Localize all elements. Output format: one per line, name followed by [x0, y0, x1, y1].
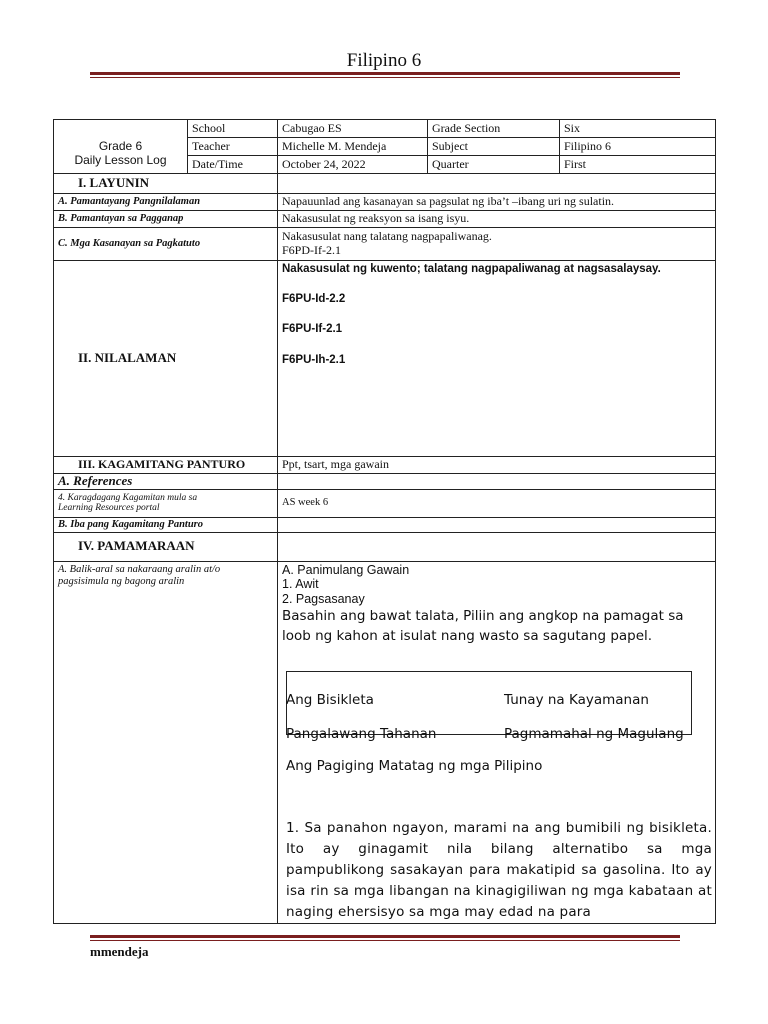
pamamaraan-heading: IV. PAMAMARAAN — [54, 532, 278, 561]
grade-section-value: Six — [560, 120, 716, 138]
pamamaraan-row — [54, 532, 716, 561]
school-value: Cabugao ES — [278, 120, 428, 138]
instruction-text: Basahin ang bawat talata, Piliin ang angkop na pamagat sa loob ng kahon at isulat nang wasto sa sagutang papel. — [282, 608, 684, 645]
footer-rule-thick — [90, 935, 680, 938]
layunin-b-row — [54, 211, 716, 228]
iba-row — [54, 517, 716, 532]
grade-cell — [54, 120, 188, 174]
additional-materials-row — [54, 489, 716, 517]
layunin-row — [54, 174, 716, 194]
layunin-b-label: B. Pamantayan sa Pagganap — [54, 211, 278, 228]
kagamitan-row — [54, 457, 716, 474]
kagamitan-heading: III. KAGAMITANG PANTURO — [54, 457, 278, 474]
date-label: Date/Time — [188, 156, 278, 174]
page-title: Filipino 6 — [346, 50, 422, 71]
kagamitan-value: Ppt, tsart, mga gawain — [278, 457, 716, 474]
teacher-label: Teacher — [188, 138, 278, 156]
nilalaman-line: Nakasusulat ng kuwento; talatang nagpapaliwanag at nagsasalaysay. — [282, 263, 661, 275]
choice-3: Pangalawang Tahanan — [286, 725, 437, 742]
subject-label: Subject — [428, 138, 560, 156]
date-value: October 24, 2022 — [278, 156, 428, 174]
layunin-c-value: Nakasusulat nang talatang nagpapaliwanag. — [282, 229, 492, 244]
step-awit: 1. Awit — [282, 577, 319, 592]
grade-label: Grade 6 — [98, 138, 143, 153]
quarter-label: Quarter — [428, 156, 560, 174]
teacher-value: Michelle M. Mendeja — [278, 138, 428, 156]
header-rule-thin — [90, 77, 680, 78]
layunin-b-value: Nakasusulat ng reaksyon sa isang isyu. — [278, 211, 716, 228]
additional-materials-label-2: Learning Resources portal — [58, 503, 160, 514]
layunin-c-row — [54, 228, 716, 261]
header-row-school — [54, 120, 716, 138]
choice-5: Ang Pagiging Matatag ng mga Pilipino — [286, 757, 543, 774]
choice-2: Tunay na Kayamanan — [504, 691, 649, 708]
footer-rule-thin — [90, 940, 680, 941]
balik-aral-row — [54, 561, 716, 923]
layunin-heading: I. LAYUNIN — [54, 174, 278, 194]
layunin-a-value: Napauunlad ang kasanayan sa pagsulat ng iba’t –ibang uri ng sulatin. — [278, 194, 716, 211]
quarter-value: First — [560, 156, 716, 174]
layunin-a-label: A. Pamantayang Pangnilalaman — [54, 194, 278, 211]
step-pagsasanay: 2. Pagsasanay — [282, 591, 365, 606]
references-row — [54, 474, 716, 490]
nilalaman-code-1: F6PU-Id-2.2 — [282, 293, 346, 306]
footer-author: mmendeja — [90, 944, 149, 959]
iba-label: B. Iba pang Kagamitang Panturo — [54, 517, 278, 532]
paragraph-1: 1. Sa panahon ngayon, marami na ang bumibili ng bisikleta. Ito ay ginagamit nila bilang alternatibo sa mga pampublikong sasakayan para makatipid sa gasolina. Ito ay isa rin sa mga libangan na kinagigiliwan ng mga kabataan at naging ehersisyo sa mga may edad na para — [286, 819, 712, 920]
balik-aral-label: A. Balik-aral sa nakaraang aralin at/o pagsisimula ng bagong aralin — [58, 563, 221, 587]
subject-value: Filipino 6 — [560, 138, 716, 156]
layunin-a-row — [54, 194, 716, 211]
layunin-c-label: C. Mga Kasanayan sa Pagkatuto — [54, 228, 278, 261]
log-label: Daily Lesson Log — [74, 152, 167, 167]
choice-4: Pagmamahal ng Magulang — [504, 725, 684, 742]
choice-1: Ang Bisikleta — [286, 691, 374, 708]
references-label: A. References — [54, 474, 278, 490]
grade-section-label: Grade Section — [428, 120, 560, 138]
nilalaman-code-2: F6PU-If-2.1 — [282, 323, 343, 336]
nilalaman-code-3: F6PU-Ih-2.1 — [282, 353, 346, 366]
additional-materials-value: AS week 6 — [278, 489, 716, 517]
lesson-log-table — [53, 119, 716, 924]
layunin-c-code: F6PD-If-2.1 — [282, 243, 341, 257]
school-label: School — [188, 120, 278, 138]
nilalaman-row — [54, 261, 716, 457]
header-rule-thick — [90, 72, 680, 75]
additional-materials-label-1: 4. Karagdagang Kagamitan mula sa — [58, 492, 198, 503]
nilalaman-heading: II. NILALAMAN — [54, 261, 278, 457]
step-panimula: A. Panimulang Gawain — [282, 562, 410, 577]
